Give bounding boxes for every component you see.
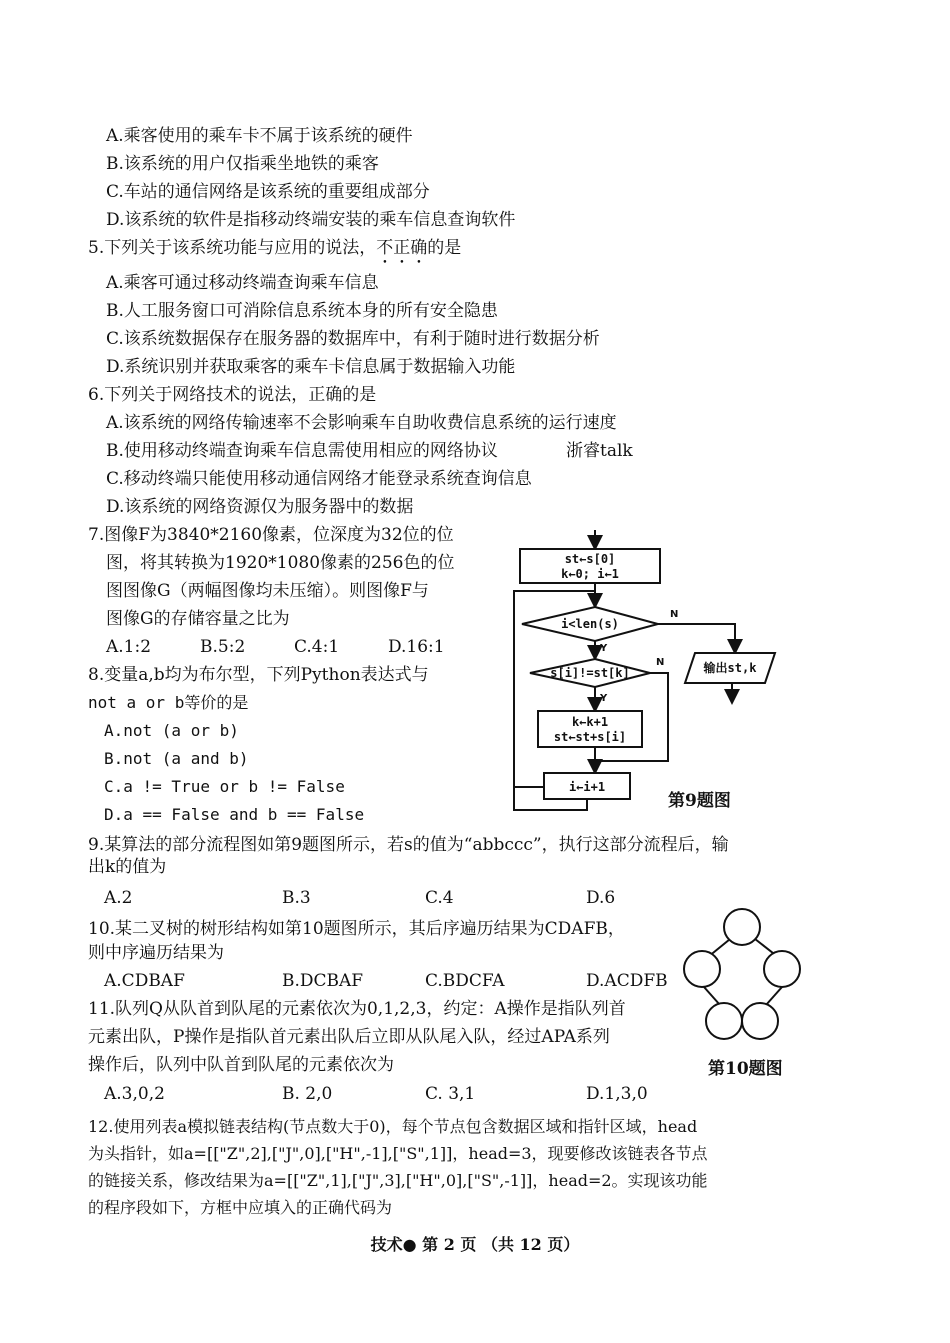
tree-node-left-right (706, 1003, 742, 1039)
q8-option-d: D.a == False and b == False (104, 805, 365, 824)
q8-option-c: C.a != True or b != False (104, 777, 345, 796)
tree-node-right-left (742, 1003, 778, 1039)
q12-stem-line-2: 为头指针，如a=[["Z",2],["J",0],["H",-1],["S",1]]，head=3，现要修改该链表各节点 (88, 1144, 708, 1163)
binary-tree-diagram (680, 905, 810, 1045)
q12-stem-line-1: 12.使用列表a模拟链表结构(节点数大于0)，每个节点包含数据区域和指针区域，head (88, 1117, 698, 1136)
q5-option-c: C.该系统数据保存在服务器的数据库中，有利于随时进行数据分析 (106, 329, 600, 349)
q10-stem-line-1: 10.某二叉树的树形结构如第10题图所示，其后序遍历结果为CDAFB， (88, 919, 625, 939)
q11-stem-line-2: 元素出队，P操作是指队首元素出队后立即从队尾入队，经过APA系列 (88, 1027, 610, 1047)
flowchart-yes-label-2: Y (600, 693, 608, 704)
flowchart-init-line-1: st←s[0] (564, 552, 616, 566)
q7-option-c: C.4:1 (294, 637, 340, 657)
flowchart-body-line-1: k←k+1 (571, 715, 609, 729)
q6-stem: 6.下列关于网络技术的说法，正确的是 (88, 385, 377, 405)
q8-stem-line-2: not a or b等价的是 (88, 693, 249, 712)
q4-option-a: A.乘客使用的乘车卡不属于该系统的硬件 (106, 126, 413, 146)
page-footer: 技术● 第 2 页 （共 12 页） (370, 1235, 580, 1254)
q11-option-a: A.3,0,2 (104, 1084, 165, 1104)
q10-stem-line-2: 则中序遍历结果为 (88, 943, 224, 963)
q4-option-c: C.车站的通信网络是该系统的重要组成部分 (106, 182, 430, 202)
flowchart-diagram (500, 525, 790, 820)
q5-stem-post: 的是 (427, 238, 462, 258)
q6-option-a: A.该系统的网络传输速率不会影响乘车自助收费信息系统的运行速度 (106, 413, 617, 433)
flowchart-yes-label-1: Y (600, 643, 608, 654)
q6-option-c: C.移动终端只能使用移动通信网络才能登录系统查询信息 (106, 469, 532, 489)
q11-option-d: D.1,3,0 (586, 1084, 648, 1104)
q5-option-d: D.系统识别并获取乘客的乘车卡信息属于数据输入功能 (106, 357, 516, 377)
q7-option-a: A.1:2 (106, 637, 152, 657)
q7-stem-line-3: 图图像G（两幅图像均未压缩）。则图像F与 (106, 581, 429, 601)
q9-option-c: C.4 (425, 888, 454, 908)
q9-stem-line-1: 9.某算法的部分流程图如第9题图所示，若s的值为“abbccc”，执行这部分流程后，输 (88, 835, 729, 855)
tree-node-root (724, 909, 760, 945)
flowchart-condition-2-text: s[i]!=st[k] (550, 666, 630, 680)
flowchart-no-label-1: N (670, 609, 679, 620)
q11-option-c: C. 3,1 (425, 1084, 476, 1104)
watermark-text: 浙睿talk (566, 441, 633, 461)
q9-option-d: D.6 (586, 888, 616, 908)
q12-stem-line-3: 的链接关系，修改结果为a=[["Z",1],["J",3],["H",0],["S",-1]]，head=2。实现该功能 (88, 1171, 708, 1190)
q7-stem-line-2: 图，将其转换为1920*1080像素的256色的位 (106, 553, 455, 573)
flowchart-caption: 第9题图 (668, 791, 731, 811)
q8-option-b: B.not (a and b) (104, 749, 249, 768)
q6-option-b: B.使用移动终端查询乘车信息需使用相应的网络协议 (106, 441, 498, 461)
q10-option-c: C.BDCFA (425, 971, 505, 991)
flowchart-no-label-2: N (656, 657, 665, 668)
q8-option-a: A.not (a or b) (104, 721, 239, 740)
q9-option-a: A.2 (104, 888, 133, 908)
tree-node-right (764, 951, 800, 987)
flowchart-body-line-2: st←st+s[i] (553, 730, 627, 744)
q9-stem-line-2: 出k的值为 (88, 857, 167, 877)
q4-option-b: B.该系统的用户仅指乘坐地铁的乘客 (106, 154, 379, 174)
q7-stem-line-1: 7.图像F为3840*2160像素，位深度为32位的位 (88, 525, 454, 545)
q11-stem-line-3: 操作后，队列中队首到队尾的元素依次为 (88, 1055, 394, 1075)
q10-option-b: B.DCBAF (282, 971, 364, 991)
tree-caption: 第10题图 (708, 1059, 783, 1079)
q7-stem-line-4: 图像G的存储容量之比为 (106, 609, 290, 629)
q7-option-d: D.16:1 (388, 637, 445, 657)
q4-option-d: D.该系统的软件是指移动终端安装的乘车信息查询软件 (106, 210, 516, 230)
q7-option-b: B.5:2 (200, 637, 246, 657)
q12-stem-line-4: 的程序段如下，方框中应填入的正确代码为 (88, 1198, 393, 1217)
flowchart-condition-1-text: i<len(s) (561, 617, 619, 631)
q5-stem-pre: 5.下列关于该系统功能与应用的说法， (88, 238, 377, 258)
flowchart-init-line-2: k←0; i←1 (561, 567, 619, 581)
tree-node-left (684, 951, 720, 987)
q5-option-b: B.人工服务窗口可消除信息系统本身的所有安全隐患 (106, 301, 498, 321)
q8-stem-line-1: 8.变量a,b均为布尔型，下列Python表达式与 (88, 665, 429, 685)
q10-option-d: D.ACDFB (586, 971, 668, 991)
q6-option-d: D.该系统的网络资源仅为服务器中的数据 (106, 497, 414, 517)
q10-option-a: A.CDBAF (104, 971, 185, 991)
q5-stem-emphasis: 不正确 (376, 238, 428, 258)
q11-option-b: B. 2,0 (282, 1084, 333, 1104)
q5-stem (88, 237, 461, 268)
q11-stem-line-1: 11.队列Q从队首到队尾的元素依次为0,1,2,3，约定：A操作是指队列首 (88, 999, 626, 1019)
flowchart-increment-text: i←i+1 (568, 780, 606, 794)
q9-option-b: B.3 (282, 888, 311, 908)
q5-option-a: A.乘客可通过移动终端查询乘车信息 (106, 273, 379, 293)
flowchart-output-text: 输出st,k (703, 661, 757, 675)
